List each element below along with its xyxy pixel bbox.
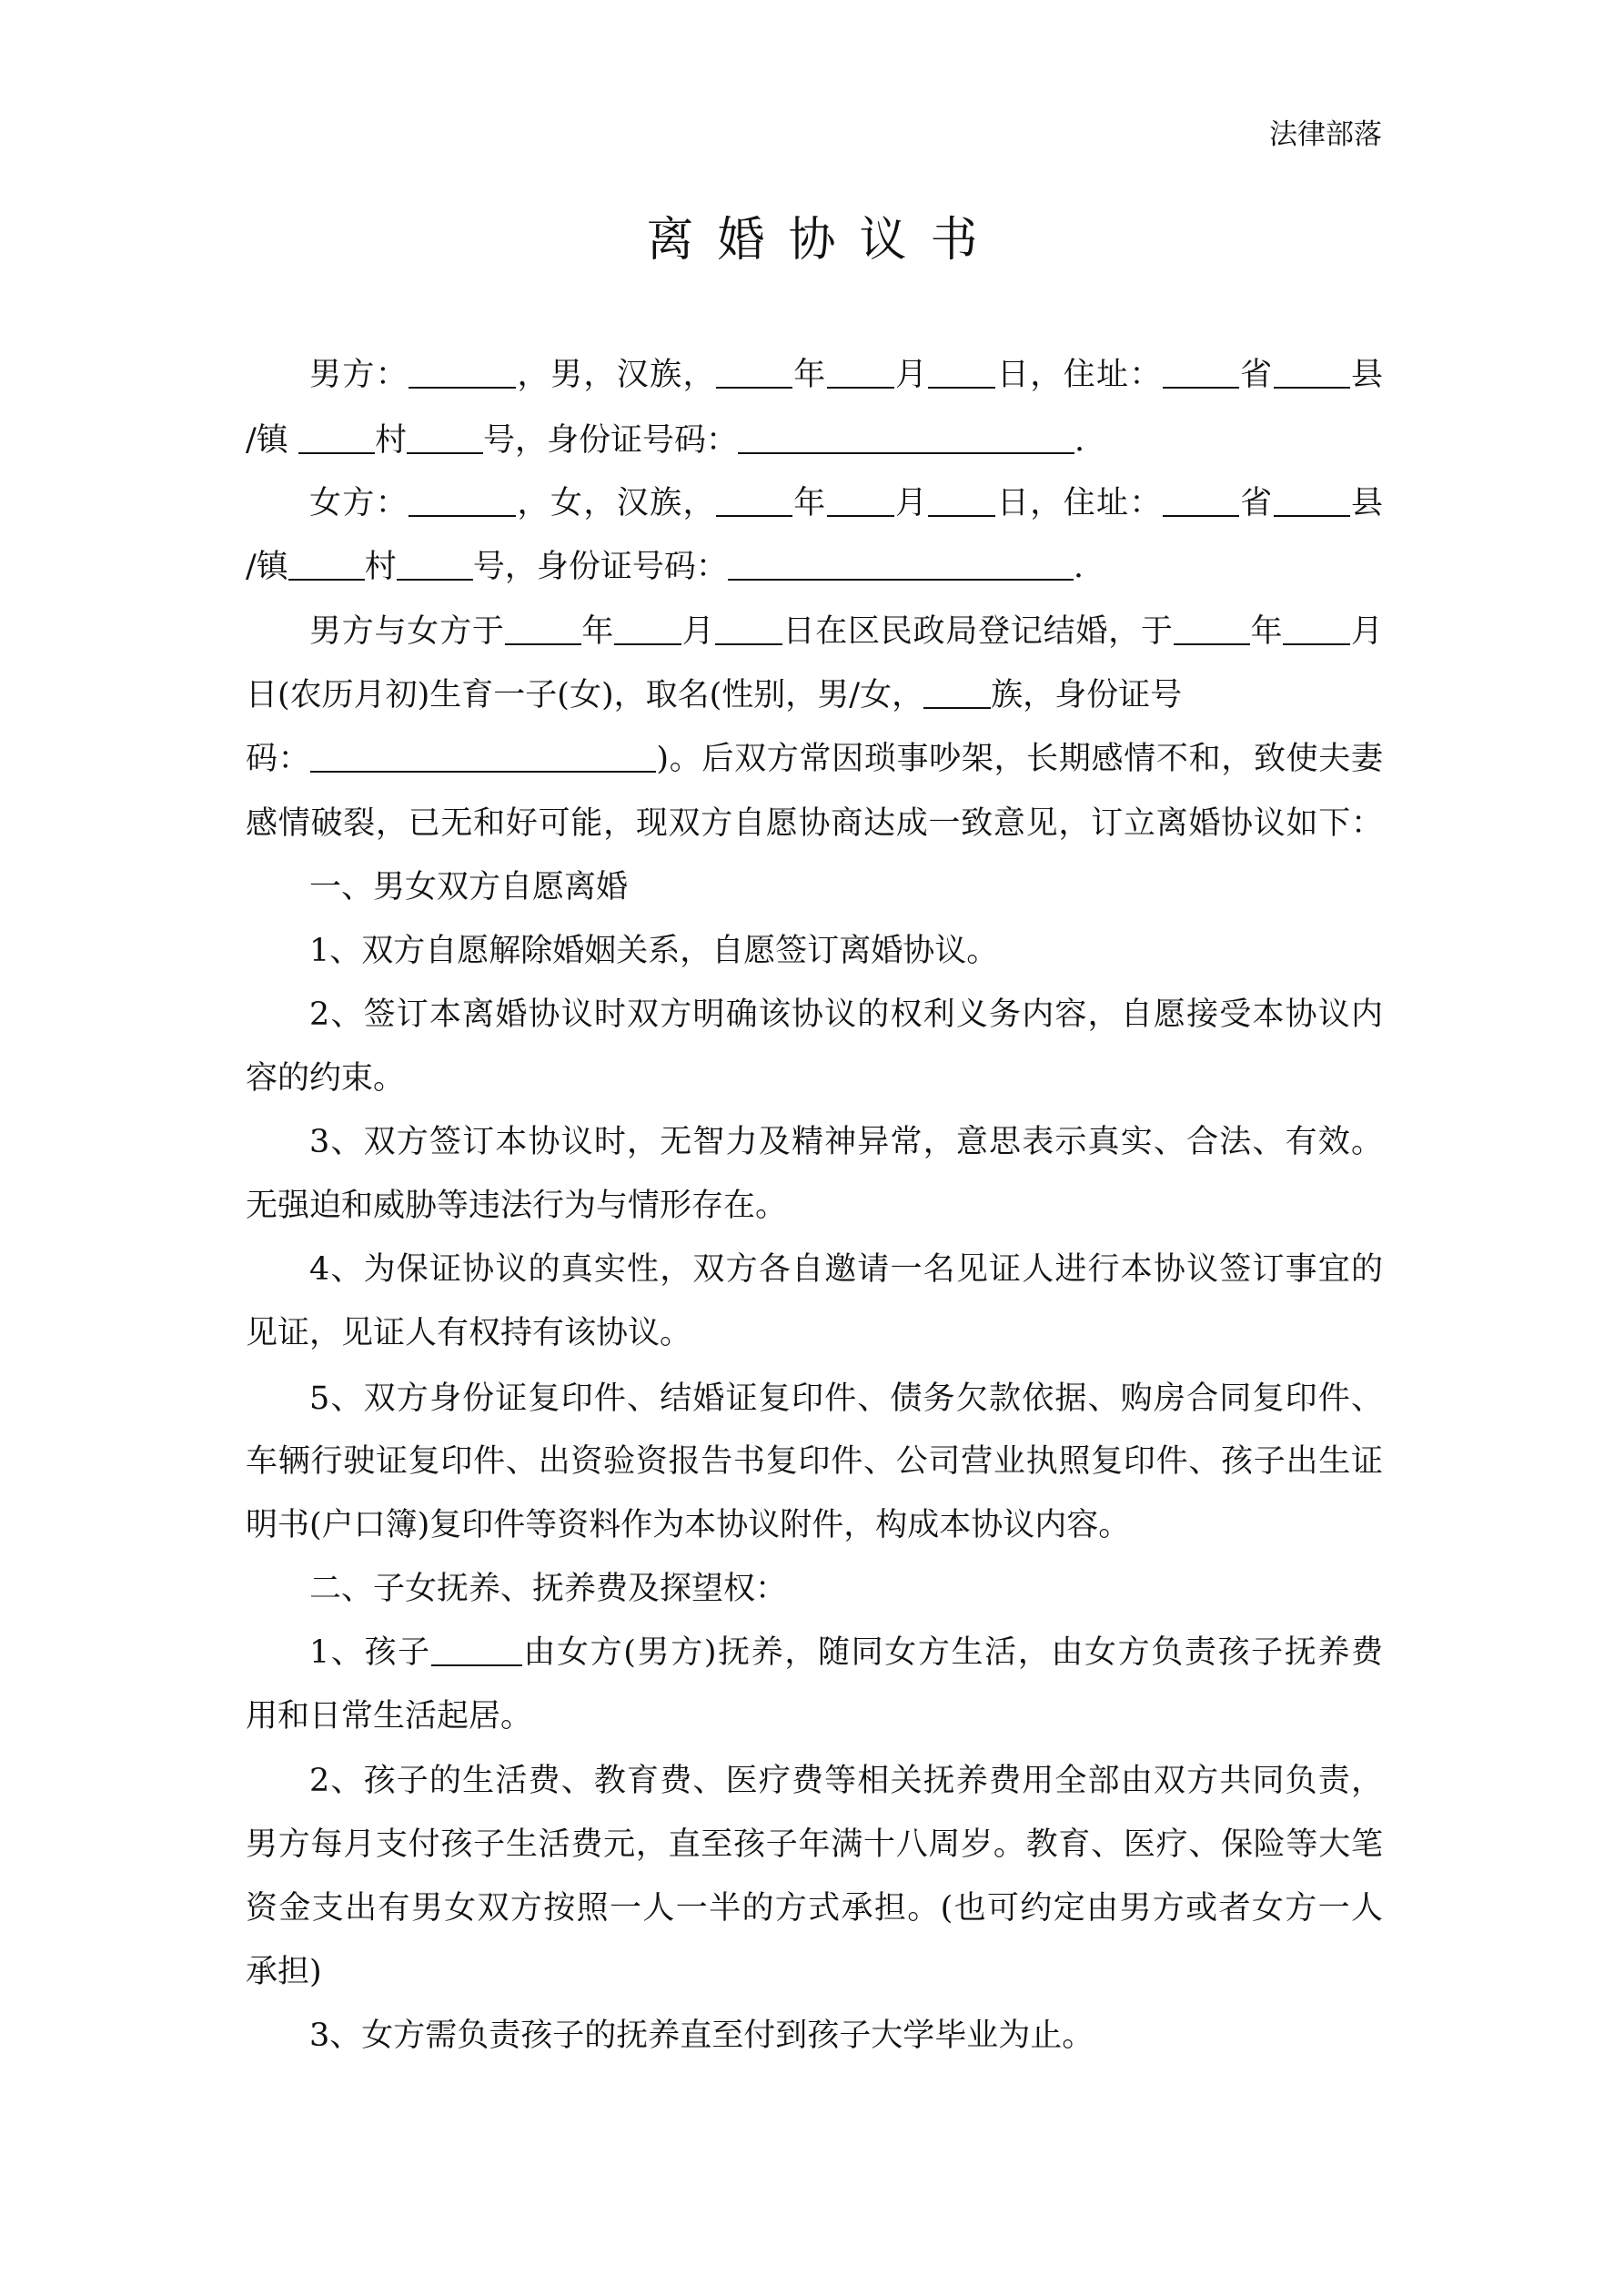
section-1-item-2-line-2: 容的约束。 — [246, 1060, 406, 1097]
birth-month-blank[interactable] — [1283, 616, 1350, 645]
wife-gender-text: ，女，汉族， — [516, 485, 716, 521]
husband-village-blank[interactable] — [298, 425, 375, 454]
husband-gender-text: ，男，汉族， — [516, 357, 716, 393]
marriage-month-blank[interactable] — [614, 616, 681, 645]
marriage-line-4: 感情破裂，已无和好可能，现双方自愿协商达成一致意见，订立离婚协议如下： — [246, 805, 1383, 842]
birth-year-label: 年 — [1249, 613, 1284, 650]
divorce-reason-text: )。后双方常因琐事吵架，长期感情不和，致使夫妻 — [656, 741, 1383, 777]
section-2-item-3: 3、女方需负责孩子的抚养直至付到孩子大学毕业为止。 — [309, 2018, 1094, 2054]
wife-id-label: 号，身份证号码： — [472, 549, 728, 585]
wife-birth-month-blank[interactable] — [827, 488, 894, 517]
husband-house-number-blank[interactable] — [407, 425, 483, 454]
wife-house-number-blank[interactable] — [397, 551, 473, 581]
child-birth-text: 日(农历月初)生育一子(女)，取名(性别，男/女， — [246, 677, 924, 713]
section-1-item-5-line-1: 5、双方身份证复印件、结婚证复印件、债务欠款依据、购房合同复印件、 — [309, 1381, 1383, 1417]
custody-prefix-text: 1、孩子 — [309, 1634, 431, 1671]
wife-province-blank[interactable] — [1163, 488, 1239, 517]
section-2-item-2-line-3: 资金支出有男女双方按照一人一半的方式承担。(也可约定由男方或者女方一人 — [246, 1890, 1383, 1927]
section-2-item-2-line-4: 承担) — [246, 1954, 322, 1990]
husband-end-period: . — [1074, 422, 1085, 459]
husband-info-line-2 — [246, 418, 1383, 463]
wife-village-label: 村 — [364, 549, 397, 585]
husband-name-blank[interactable] — [409, 359, 516, 389]
wife-village-blank[interactable] — [288, 551, 365, 581]
husband-province-blank[interactable] — [1163, 359, 1239, 389]
section-2-heading: 二、子女抚养、抚养费及探望权： — [309, 1571, 788, 1607]
section-1-item-4-line-2: 见证，见证人有权持有该协议。 — [246, 1315, 692, 1351]
wife-county-blank[interactable] — [1274, 488, 1350, 517]
wife-birth-year-blank[interactable] — [716, 488, 792, 517]
section-2-item-2-line-2: 男方每月支付孩子生活费元，直至孩子年满十八周岁。教育、医疗、保险等大笔 — [246, 1826, 1383, 1863]
husband-village-label: 村 — [374, 422, 407, 459]
wife-month-label: 月 — [893, 485, 929, 521]
section-2-item-1-line-1 — [309, 1630, 1383, 1675]
section-1-heading: 一、男女双方自愿离婚 — [309, 869, 629, 905]
marriage-day-blank[interactable] — [715, 616, 782, 645]
section-1-item-5-line-3: 明书(户口簿)复印件等资料作为本协议附件，构成本协议内容。 — [246, 1507, 1131, 1543]
husband-county-blank[interactable] — [1274, 359, 1350, 389]
marriage-year-blank[interactable] — [505, 616, 581, 645]
husband-birth-year-blank[interactable] — [716, 359, 792, 389]
wife-info-line-1 — [309, 480, 1383, 526]
child-id-label-end: 码： — [246, 741, 311, 777]
husband-address-label: 日，住址： — [995, 357, 1163, 393]
section-1-item-2-line-1: 2、签订本离婚协议时双方明确该协议的权利义务内容，自愿接受本协议内 — [309, 996, 1383, 1033]
marriage-month-label: 月 — [681, 613, 715, 650]
husband-label: 男方： — [309, 357, 409, 393]
section-1-item-5-line-2: 车辆行驶证复印件、出资验资报告书复印件、公司营业执照复印件、孩子出生证 — [246, 1443, 1383, 1480]
wife-province-label: 省 — [1238, 485, 1274, 521]
husband-month-label: 月 — [893, 357, 929, 393]
section-2-item-1-line-2: 用和日常生活起居。 — [246, 1698, 533, 1735]
section-1-item-1: 1、双方自愿解除婚姻关系，自愿签订离婚协议。 — [309, 933, 999, 969]
child-name-blank[interactable] — [431, 1637, 522, 1666]
section-2-item-2-line-1: 2、孩子的生活费、教育费、医疗费等相关抚养费用全部由双方共同负责， — [309, 1763, 1383, 1799]
wife-county-label: 县 — [1349, 485, 1383, 521]
wife-name-blank[interactable] — [409, 488, 516, 517]
husband-info-line-1 — [309, 352, 1383, 398]
section-1-item-3-line-1: 3、双方签订本协议时，无智力及精神异常，意思表示真实、合法、有效。 — [309, 1124, 1383, 1160]
section-1-item-4-line-1: 4、为保证协议的真实性，双方各自邀请一名见证人进行本协议签订事宜的 — [309, 1251, 1383, 1288]
husband-id-label: 号，身份证号码： — [482, 422, 738, 459]
wife-end-period: . — [1073, 549, 1084, 585]
child-id-label: 族，身份证号 — [991, 677, 1183, 713]
husband-year-label: 年 — [792, 357, 827, 393]
wife-year-label: 年 — [792, 485, 827, 521]
birth-year-blank[interactable] — [1174, 616, 1250, 645]
section-1-item-3-line-2: 无强迫和威胁等违法行为与情形存在。 — [246, 1188, 788, 1224]
wife-label: 女方： — [309, 485, 409, 521]
birth-month-label: 月 — [1350, 613, 1383, 650]
document-title: 离婚协议书 — [646, 213, 1002, 268]
marriage-intro-text: 男方与女方于 — [309, 613, 505, 650]
marriage-registration-text: 日在区民政局登记结婚，于 — [782, 613, 1174, 650]
husband-county-label: 县 — [1349, 357, 1383, 393]
child-id-number-blank[interactable] — [310, 743, 656, 773]
husband-town-label: /镇 — [246, 422, 288, 459]
husband-province-label: 省 — [1238, 357, 1274, 393]
wife-id-number-blank[interactable] — [728, 551, 1074, 581]
husband-birth-month-blank[interactable] — [827, 359, 894, 389]
wife-town-label: /镇 — [246, 549, 288, 585]
marriage-line-3 — [246, 736, 1383, 782]
custody-text: 由女方(男方)抚养，随同女方生活，由女方负责孩子抚养费 — [521, 1634, 1383, 1671]
wife-birth-day-blank[interactable] — [928, 488, 995, 517]
marriage-line-2 — [246, 673, 1383, 718]
marriage-year-label: 年 — [580, 613, 615, 650]
wife-address-label: 日，住址： — [995, 485, 1163, 521]
husband-birth-day-blank[interactable] — [928, 359, 995, 389]
wife-info-line-2 — [246, 544, 1383, 590]
marriage-line-1 — [309, 609, 1383, 654]
document-source-label: 法律部落 — [1269, 118, 1382, 151]
husband-id-number-blank[interactable] — [738, 425, 1074, 454]
child-ethnicity-blank[interactable] — [923, 680, 991, 709]
